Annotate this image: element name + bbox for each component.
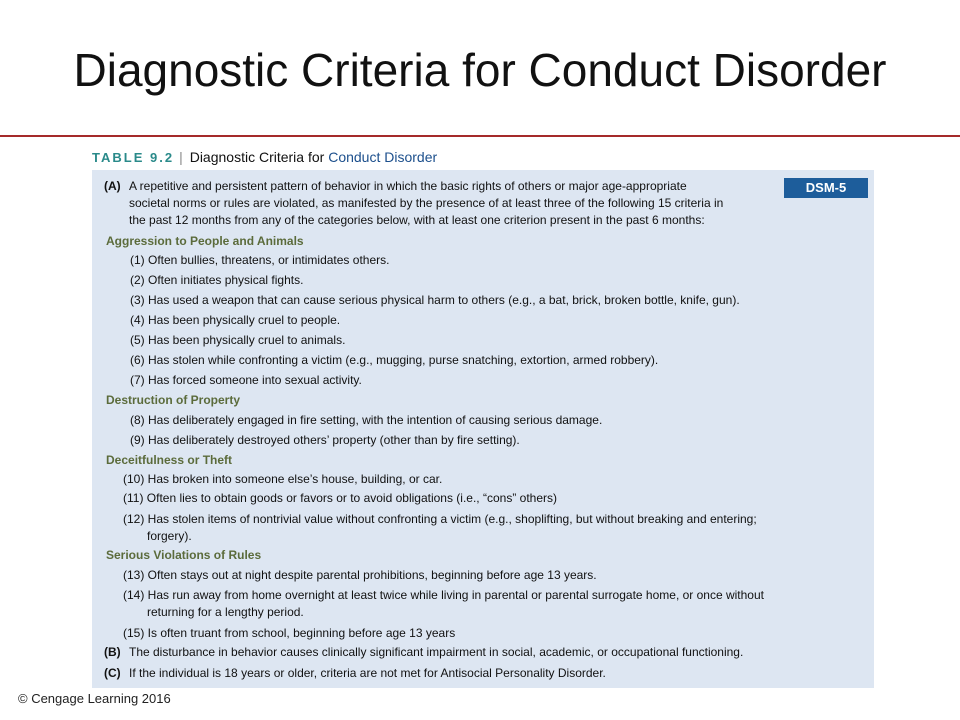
criterion-item-10: (10) Has broken into someone else’s house, building, or car. [123,472,443,486]
criterion-a-line-2: societal norms or rules are violated, as manifested by the presence of at least three of the following 15 criteria in [129,196,724,210]
criterion-item-1: (1) Often bullies, threatens, or intimidates others. [130,253,390,267]
criterion-item-13: (13) Often stays out at night despite parental prohibitions, beginning before age 13 years. [123,568,597,582]
heading-deceit: Deceitfulness or Theft [106,453,233,467]
criterion-item-9: (9) Has deliberately destroyed others’ property (other than by fire setting). [130,433,520,447]
table-header-separator: | [179,149,183,165]
criterion-item-12-line-1: (12) Has stolen items of nontrivial value without confronting a victim (e.g., shoplifting, but without breaking and entering; [123,512,757,526]
criterion-c-label: (C) [104,666,121,680]
criterion-item-5: (5) Has been physically cruel to animals. [130,333,346,347]
criterion-item-14-line-2: returning for a lengthy period. [147,605,304,619]
criterion-c-text: If the individual is 18 years or older, criteria are not met for Antisocial Personality Disorder. [129,666,606,680]
table-title-disorder: Conduct Disorder [328,149,438,165]
table-title-prefix: Diagnostic Criteria for [189,149,325,165]
criterion-a-line-1: A repetitive and persistent pattern of behavior in which the basic rights of others or major age-appropriate [129,179,687,193]
criterion-item-14-line-1: (14) Has run away from home overnight at least twice while living in parental or parental surrogate home, or once without [123,588,764,602]
criterion-item-3: (3) Has used a weapon that can cause serious physical harm to others (e.g., a bat, brick, broken bottle, knife, gun). [130,293,740,307]
criterion-item-7: (7) Has forced someone into sexual activity. [130,373,362,387]
criterion-item-15: (15) Is often truant from school, beginning before age 13 years [123,626,456,640]
criterion-item-2: (2) Often initiates physical fights. [130,273,304,287]
criteria-panel [92,170,874,688]
criterion-item-6: (6) Has stolen while confronting a victim (e.g., mugging, purse snatching, extortion, armed robbery). [130,353,659,367]
criterion-b-text: The disturbance in behavior causes clinically significant impairment in social, academic, or occupational functioning. [129,645,744,659]
heading-destruction: Destruction of Property [106,393,241,407]
criterion-item-4: (4) Has been physically cruel to people. [130,313,341,327]
criterion-item-11: (11) Often lies to obtain goods or favors or to avoid obligations (i.e., “cons” others) [123,491,557,505]
title-divider [0,135,960,137]
criterion-item-12-line-2: forgery). [147,529,192,543]
table-header [92,148,437,168]
criterion-item-8: (8) Has deliberately engaged in fire setting, with the intention of causing serious damage. [130,413,603,427]
copyright-notice: © Cengage Learning 2016 [18,691,171,706]
table-number: TABLE 9.2 [92,150,175,165]
heading-aggression: Aggression to People and Animals [106,234,304,248]
criterion-b-label: (B) [104,645,121,659]
criterion-a-line-3: the past 12 months from any of the categories below, with at least one criterion present in the past 6 months: [129,213,705,227]
slide-title: Diagnostic Criteria for Conduct Disorder [73,44,887,96]
criterion-a-label: (A) [104,179,121,193]
heading-violations: Serious Violations of Rules [106,548,262,562]
dsm-badge: DSM-5 [784,178,868,198]
